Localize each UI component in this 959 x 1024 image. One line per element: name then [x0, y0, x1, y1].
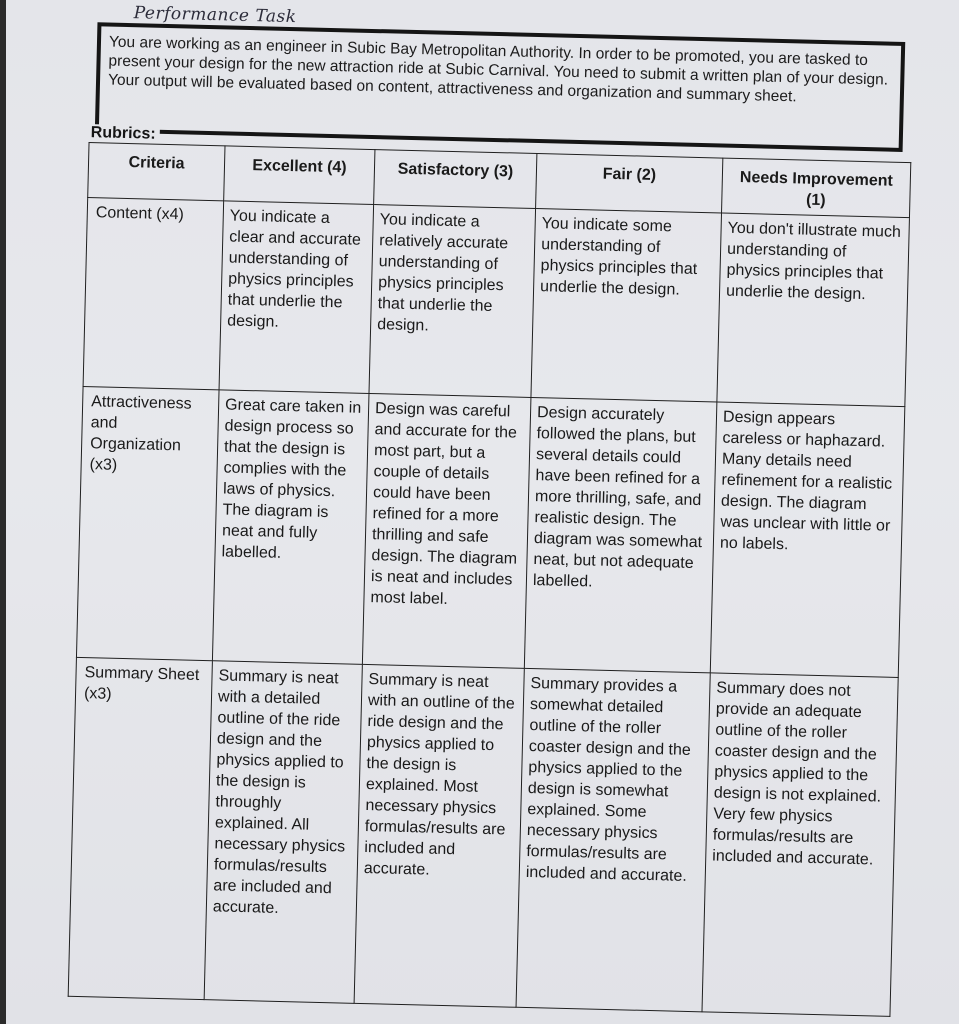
rubric-row-summary: [68, 657, 898, 1016]
header-needs-improvement: Needs Improvement (1): [722, 158, 911, 218]
document-page: [6, 0, 959, 1024]
summary-excellent: Summary is neat with a detailed outline of the ride design and the physics applied to the design is throughly explained. All necessary physics formulas/results are included and accurate.: [204, 661, 362, 1004]
summary-needs-improvement: Summary does not provide an adequate outline of the roller coaster design and the physics applied to the design is not explained. Very few physics formulas/results are included and accurate.: [702, 673, 898, 1016]
content-excellent: You indicate a clear and accurate understanding of physics principles that underlie the design.: [219, 201, 374, 394]
rubrics-label: Rubrics:: [91, 124, 160, 144]
attractiveness-fair: Design accurately followed the plans, but several details could have been refined for a more thrilling, safe, and realistic design. The diagram was somewhat neat, but not adequate labelled.: [524, 397, 717, 672]
rubric-table: [68, 142, 912, 1017]
criteria-attractiveness: Attractiveness and Organization (x3): [76, 386, 219, 660]
rubric-row-attractiveness: [76, 386, 904, 677]
summary-fair: Summary provides a somewhat detailed outline of the roller coaster design and the physics applied to the design is somewhat explained. Some necessary physics formulas/results are included and accurate.: [516, 668, 710, 1011]
header-fair: Fair (2): [536, 154, 723, 214]
paper-sheet: [6, 0, 959, 1024]
attractiveness-needs-improvement: Design appears careless or haphazard. Many details need refinement for a realistic design. The diagram was unclear with little or no labels.: [710, 402, 905, 678]
task-description-text: You are working as an engineer in Subic Bay Metropolitan Authority. In order to be promoted, you are tasked to present your design for the new attraction ride at Subic Carnival. You need to submit a written plan of your design. Your output will be evaluated based on content, attractiveness and organization and summary sheet.: [107, 33, 889, 106]
criteria-summary: Summary Sheet (x3): [68, 657, 212, 999]
task-description-box: [95, 22, 905, 152]
criteria-content: Content (x4): [83, 198, 224, 390]
content-fair: You indicate some understanding of physics principles that underlie the design.: [531, 209, 722, 402]
content-satisfactory: You indicate a relatively accurate understanding of physics principles that underlie the design.: [369, 205, 536, 398]
header-excellent: Excellent (4): [224, 146, 375, 205]
attractiveness-satisfactory: Design was careful and accurate for the most part, but a couple of details could have been refined for a more thrilling and safe design. The diagram is neat and includes most label.: [362, 393, 531, 668]
attractiveness-excellent: Great care taken in design process so that the design is complies with the laws of physics. The diagram is neat and fully labelled.: [212, 390, 369, 665]
rubric-row-content: [83, 198, 909, 407]
content-needs-improvement: You don't illustrate much understanding of physics principles that underlie the design.: [717, 213, 910, 407]
summary-satisfactory: Summary is neat with an outline of the ride design and the physics applied to the design is explained. Most necessary physics formulas/results are included and accurate.: [354, 664, 524, 1007]
header-satisfactory: Satisfactory (3): [374, 150, 537, 209]
header-criteria: Criteria: [88, 143, 225, 201]
performance-task-heading: Performance Task: [133, 3, 297, 28]
